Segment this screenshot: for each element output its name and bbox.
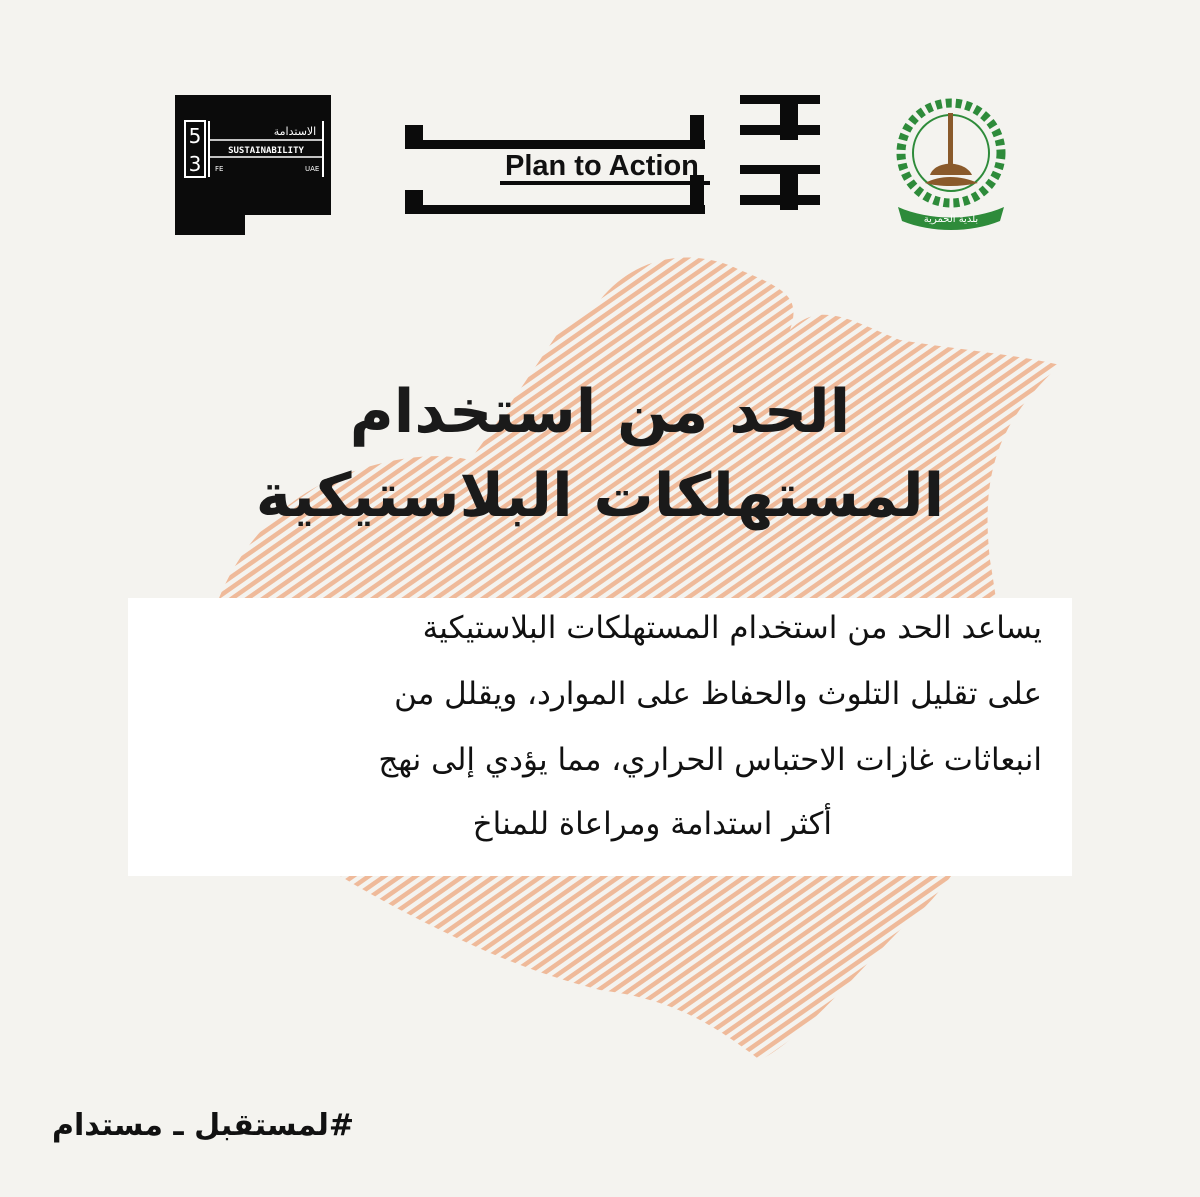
body-text-box [128, 598, 1072, 876]
logo53-english: SUSTAINABILITY [228, 146, 304, 156]
body-line-4: أكثر استدامة ومراعاة للمناخ [472, 806, 832, 842]
logo53-number-3: 3 [188, 152, 202, 176]
al-hamriyah-municipality-seal [890, 95, 1012, 235]
logo53-arabic: الاستدامة [273, 125, 317, 138]
body-line-1: يساعد الحد من استخدام المستهلكات البلاستيكية [422, 610, 1042, 646]
seal-text: بلدية الحمرية [923, 214, 979, 225]
body-line-2: على تقليل التلوث والحفاظ على الموارد، ويقلل من [394, 676, 1042, 712]
plan-to-action-text: Plan to Action [505, 150, 699, 182]
logo53-number-5: 5 [188, 124, 202, 148]
headline-line-1: الحد من استخدام [349, 377, 851, 447]
body-line-3: انبعاثات غازات الاحتباس الحراري، مما يؤدي إلى نهج [378, 742, 1042, 778]
sustainability-53-logo [175, 95, 331, 235]
headline-line-2: المستهلكات البلاستيكية [255, 461, 945, 531]
footer-hashtag: #لمستقبل ـ مستدام [52, 1108, 354, 1143]
logo53-left-tag: FE [215, 165, 224, 173]
logo53-right-tag: UAE [305, 165, 320, 173]
